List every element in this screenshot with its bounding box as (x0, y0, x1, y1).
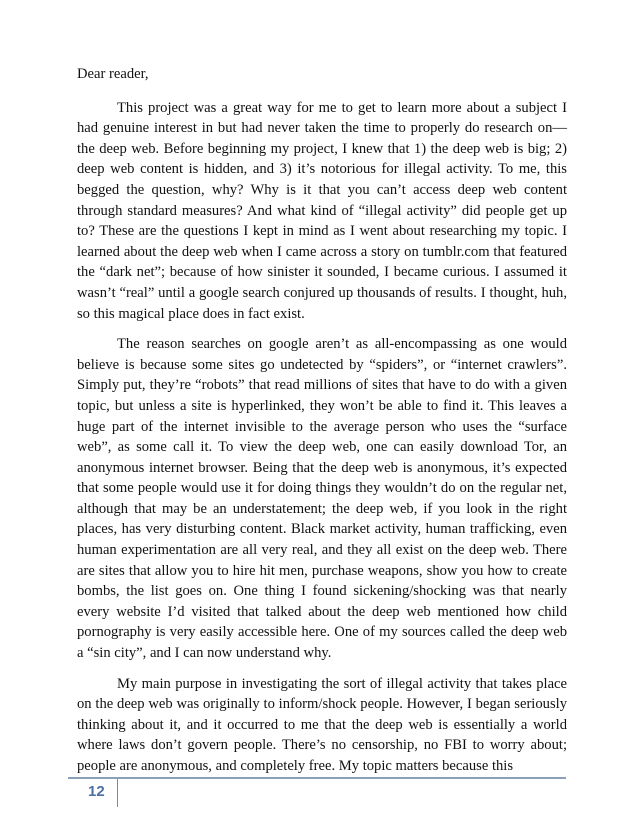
paragraph-intro: This project was a great way for me to get to learn more about a subject I had genuine interest in but had never taken the time to properly do research on—the deep web. Before beginning my project, I knew that 1) the deep web is big; 2) deep web content is hidden, and 3) it’s notorious for illegal activity. To me, this begged the question, why? Why is it that you can’t access deep web content through standard measures? And what kind of “illegal activity” did people get up to? These are the questions I kept in mind as I went about researching my topic. I learned about the deep web when I came across a story on tumblr.com that featured the “dark net”; because of how sinister it sounded, I became curious. I assumed it wasn’t “real” until a google search conjured up thousands of results. I thought, huh, so this magical place does in fact exist. (77, 99, 567, 322)
salutation: Dear reader, (77, 66, 149, 82)
paragraph-search-engines: The reason searches on google aren’t as all-encompassing as one would believe is because some sites go undetected by “spiders”, or “internet crawlers”. Simply put, they’re “robots” that read millions of sites that have to do with a given topic, but unless a site is hyperlinked, they won’t be able to find it. This leaves a huge part of the internet invisible to the average person who uses the “surface web”, as some call it. To view the deep web, one can easily download Tor, an anonymous internet browser. Being that the deep web is anonymous, it’s expected that some people would use it for doing things they wouldn’t do on the regular net, although that may be an understatement; the deep web, if you look in the right places, has very disturbing content. Black market activity, human trafficking, even human experimentation are all very real, and they all exist on the deep web. There are sites that allow you to hire hit men, purchase weapons, show you how to create bombs, the list goes on. One thing I found sickening/shocking was that nearly every website I’d visited that talked about the deep web mentioned how child pornography is very easily accessible here. One of my sources called the deep web a “sin city”, and I can now understand why. (77, 336, 567, 662)
paragraph-purpose: My main purpose in investigating the sort of illegal activity that takes place on the deep web was originally to inform/shock people. However, I began seriously thinking about it, and it occurred to me that the deep web is essentially a world where laws don’t govern people. There’s no censorship, no FBI to worry about; people are anonymous, and completely free. My topic matters because this (77, 675, 567, 774)
page-number: 12 (88, 783, 105, 800)
letter-body (77, 64, 567, 777)
footer-rule (68, 777, 566, 779)
footer-divider (117, 779, 118, 807)
